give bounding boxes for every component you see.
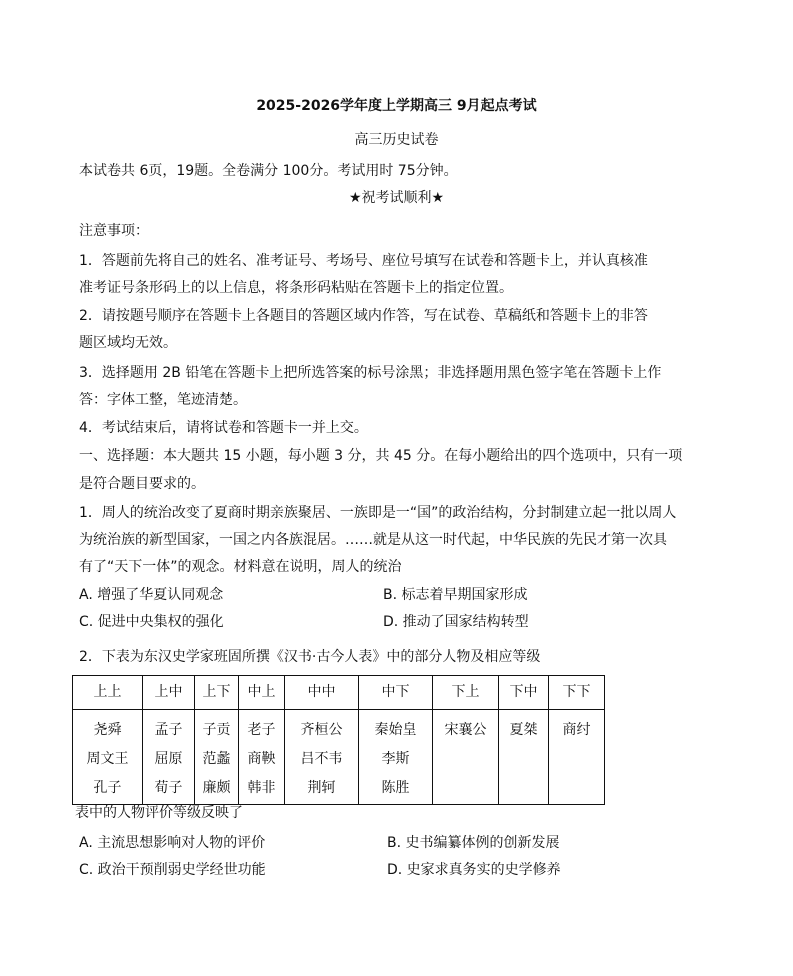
note-line: 答：字体工整，笔迹清楚。: [79, 392, 247, 408]
person-name: 老子: [247, 722, 276, 738]
note-line: 1．答题前先将自己的姓名、准考证号、考场号、座位号填写在试卷和答题卡上，并认真核准: [79, 253, 648, 269]
section-heading: 一、选择题：本大题共 15 小题，每小题 3 分，共 45 分。在每小题给出的四个选项中，只有一项: [79, 448, 683, 464]
person-name: 秦始皇: [374, 722, 417, 738]
rank-header: 下上: [433, 676, 499, 710]
person-name: 子贡: [202, 722, 231, 738]
q1-option-d[interactable]: D. 推动了国家结构转型: [383, 614, 529, 630]
rank-cell: [143, 710, 195, 805]
exam-title: 2025-2026学年度上学期高三 9月起点考试: [256, 98, 537, 114]
note-line: 3．选择题用 2B 铅笔在答题卡上把所选答案的标号涂黑；非选择题用黑色签字笔在答题卡上作: [79, 365, 662, 381]
rank-header: 中上: [239, 676, 285, 710]
exam-info: 本试卷共 6页，19题。全卷满分 100分。考试用时 75分钟。: [79, 163, 458, 179]
person-name: 陈胜: [381, 780, 410, 796]
rank-cell: [195, 710, 239, 805]
rank-header: 下中: [499, 676, 549, 710]
person-name: 商纣: [562, 722, 591, 738]
good-luck-wish: ★祝考试顺利★: [348, 190, 445, 206]
q2-followup: 表中的人物评价等级反映了: [75, 805, 243, 821]
q2-stem: 2．下表为东汉史学家班固所撰《汉书·古今人表》中的部分人物及相应等级: [79, 649, 541, 665]
person-name: 商鞅: [247, 751, 276, 767]
q1-stem: 为统治族的新型国家，一国之内各族混居。……就是从这一时代起，中华民族的先民才第一次具: [79, 532, 667, 548]
q2-option-d[interactable]: D. 史家求真务实的史学修养: [387, 862, 561, 878]
rank-cell: [239, 710, 285, 805]
q1-stem: 有了“天下一体”的观念。材料意在说明，周人的统治: [79, 559, 402, 575]
rank-cell: [549, 710, 605, 805]
person-name: 齐桓公: [300, 722, 343, 738]
notes-heading: 注意事项：: [79, 223, 149, 239]
rank-header: 上中: [143, 676, 195, 710]
note-line: 4．考试结束后，请将试卷和答题卡一并上交。: [79, 420, 368, 436]
person-name: 宋襄公: [444, 722, 487, 738]
note-line: 2．请按题号顺序在答题卡上各题目的答题区域内作答，写在试卷、草稿纸和答题卡上的非答: [79, 308, 648, 324]
q1-option-a[interactable]: A. 增强了华夏认同观念: [79, 587, 224, 603]
person-name: 范蠡: [202, 751, 231, 767]
person-name: 李斯: [381, 751, 410, 767]
section-heading-cont: 是符合题目要求的。: [79, 476, 205, 492]
rank-table: [72, 675, 605, 805]
rank-cell: [73, 710, 143, 805]
rank-table-header-row: [73, 676, 605, 710]
q1-option-c[interactable]: C. 促进中央集权的强化: [79, 614, 224, 630]
person-name: 尧舜: [93, 722, 122, 738]
person-name: 夏桀: [509, 722, 538, 738]
person-name: 廉颇: [202, 780, 231, 796]
subject-title: 高三历史试卷: [354, 132, 439, 148]
q2-option-a[interactable]: A. 主流思想影响对人物的评价: [79, 835, 266, 851]
rank-header: 下下: [549, 676, 605, 710]
person-name: 周文王: [86, 751, 129, 767]
q1-stem: 1．周人的统治改变了夏商时期亲族聚居、一族即是一“国”的政治结构，分封制建立起一批以周人: [79, 505, 677, 521]
q2-option-c[interactable]: C. 政治干预削弱史学经世功能: [79, 862, 266, 878]
person-name: 韩非: [247, 780, 276, 796]
person-name: 屈原: [154, 751, 183, 767]
note-line: 题区域均无效。: [79, 335, 177, 351]
rank-header: 上下: [195, 676, 239, 710]
note-line: 准考证号条形码上的以上信息，将条形码粘贴在答题卡上的指定位置。: [79, 280, 513, 296]
rank-header: 中下: [359, 676, 433, 710]
person-name: 孔子: [93, 780, 122, 796]
rank-cell: [433, 710, 499, 805]
rank-cell: [359, 710, 433, 805]
rank-header: 中中: [285, 676, 359, 710]
person-name: 孟子: [154, 722, 183, 738]
rank-table-body-row: [73, 710, 605, 805]
q1-option-b[interactable]: B. 标志着早期国家形成: [383, 587, 528, 603]
q2-option-b[interactable]: B. 史书编纂体例的创新发展: [387, 835, 560, 851]
person-name: 荀子: [154, 780, 183, 796]
person-name: 吕不韦: [300, 751, 343, 767]
rank-header: 上上: [73, 676, 143, 710]
rank-cell: [499, 710, 549, 805]
rank-cell: [285, 710, 359, 805]
person-name: 荆轲: [307, 780, 336, 796]
